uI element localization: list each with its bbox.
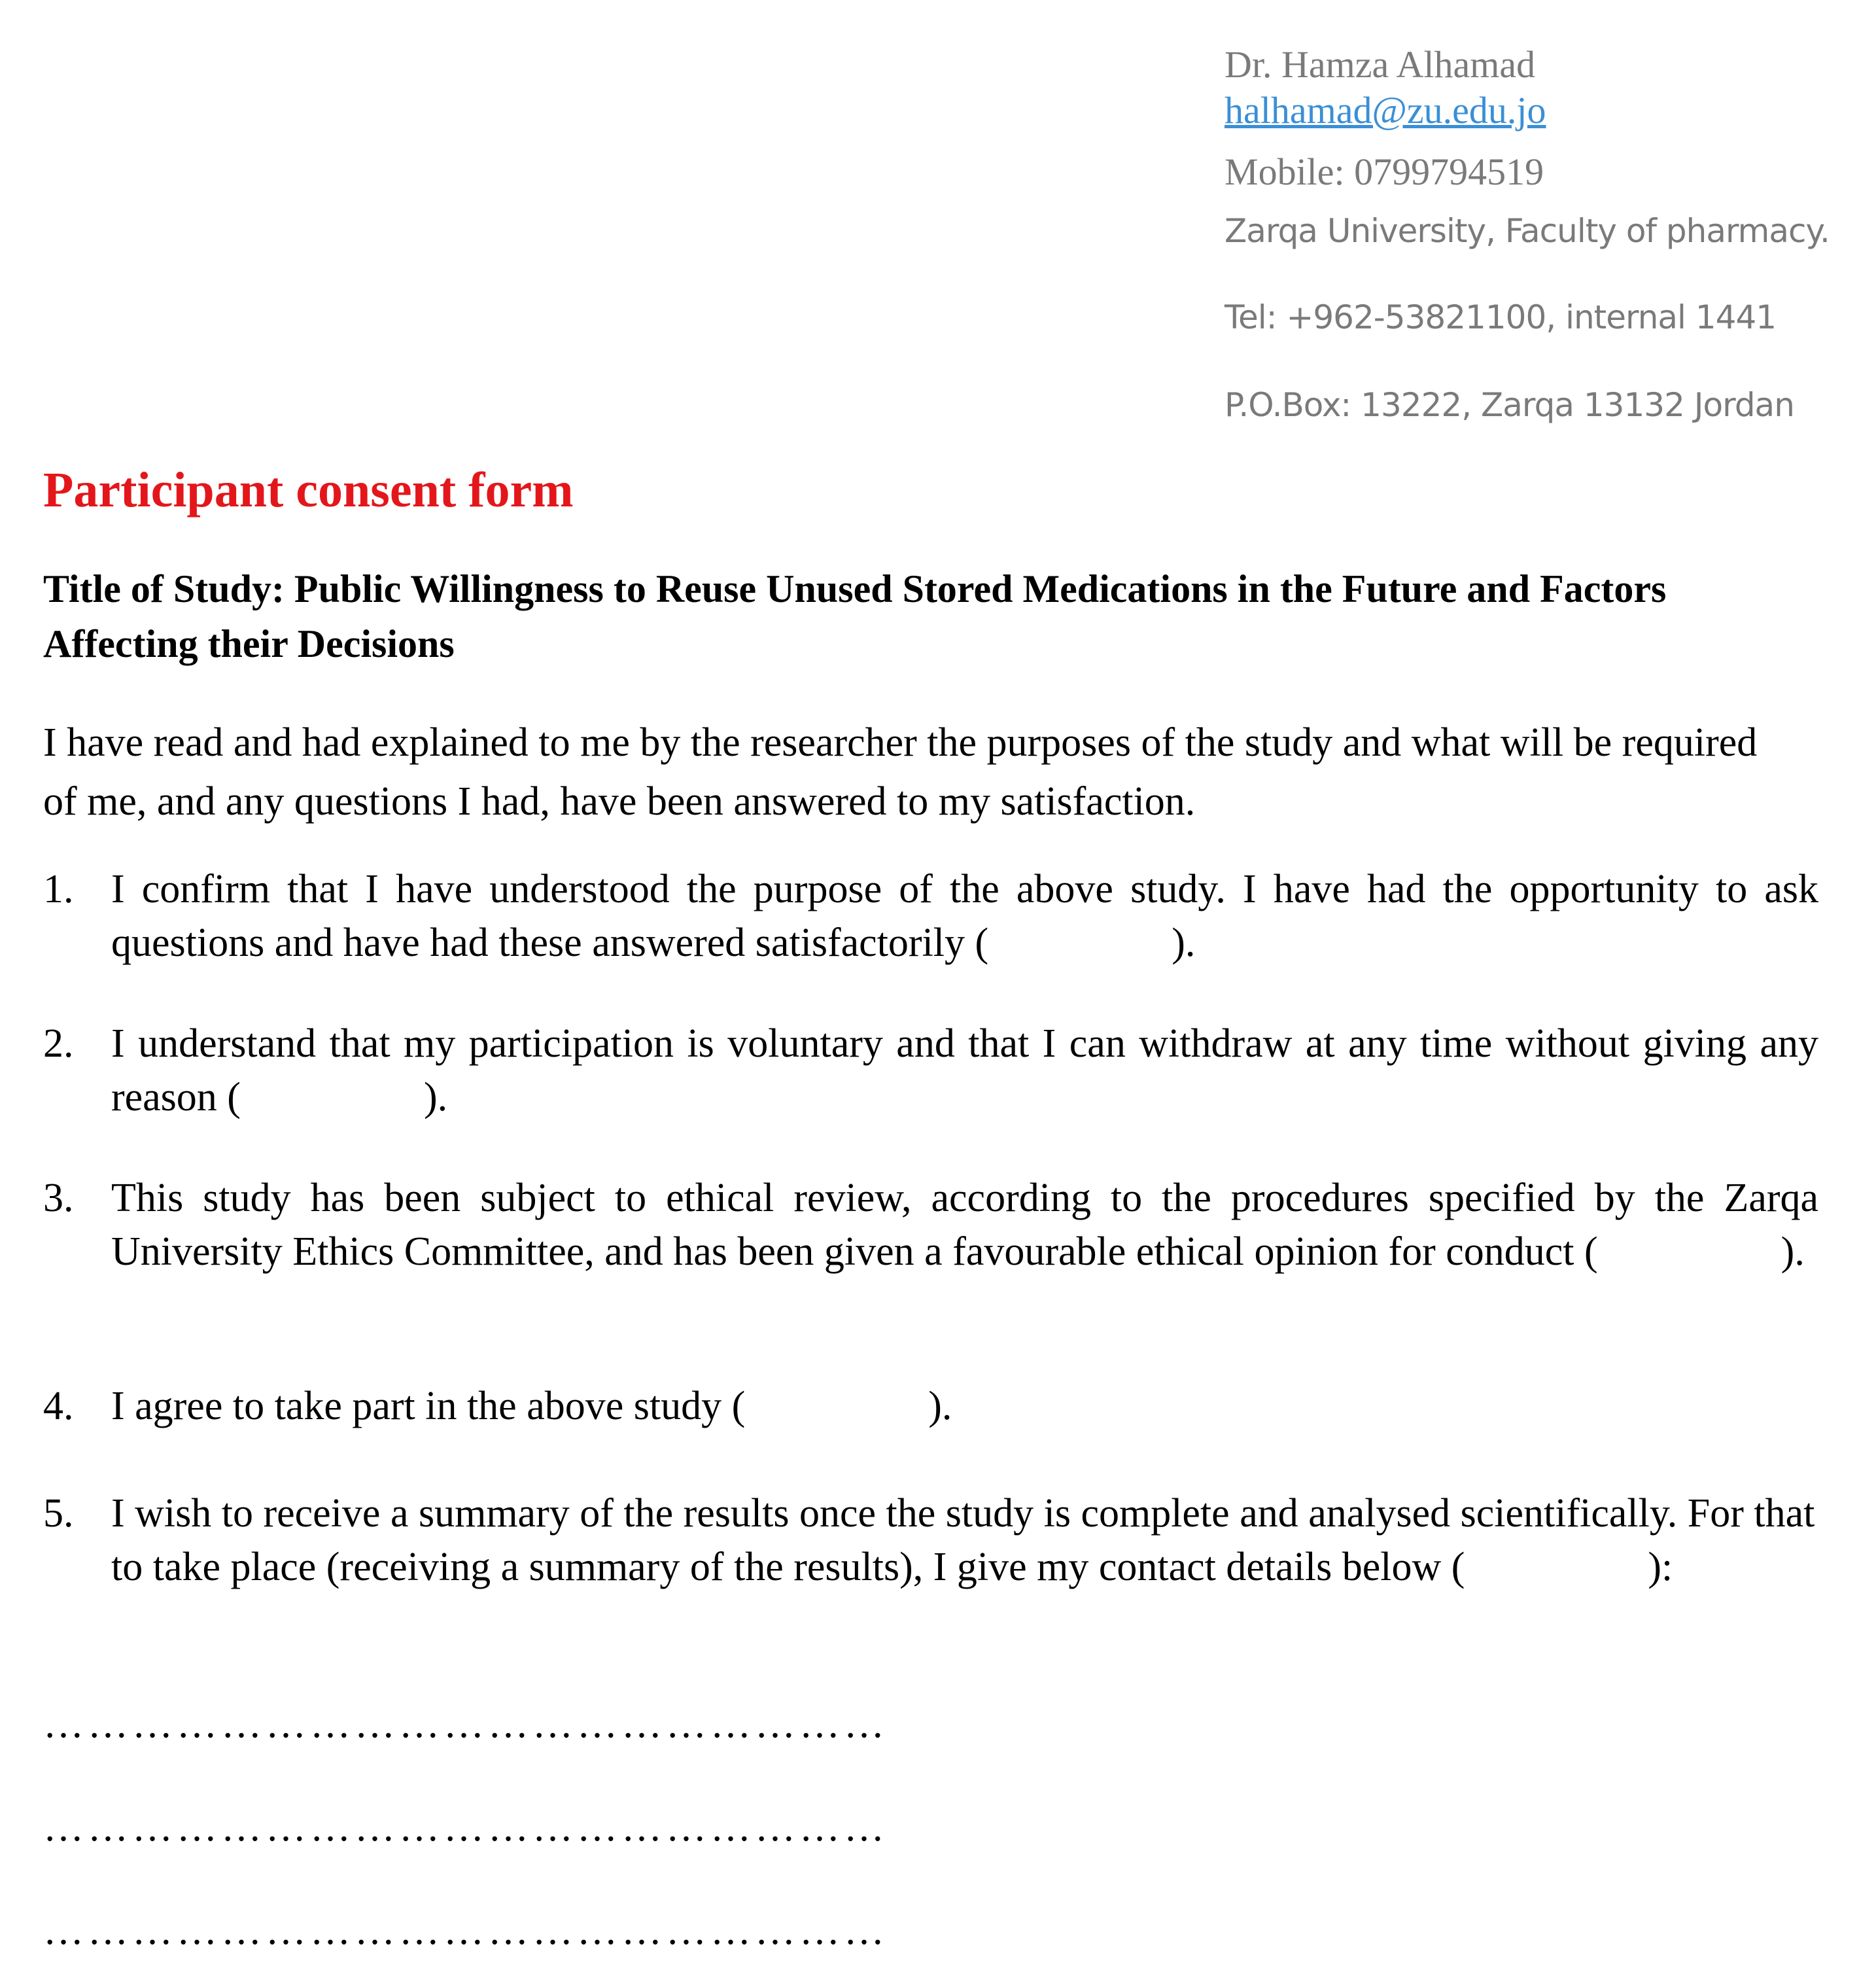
researcher-institution: Zarqa University, Faculty of pharmacy.	[1225, 212, 1830, 250]
researcher-email-link[interactable]: halhamad@zu.edu.jo	[1225, 89, 1546, 132]
item-number: 1.	[43, 867, 74, 911]
intro-paragraph: I have read and had explained to me by the researcher the purposes of the study and what will be required of me, and any questions I had, have been answered to my satisfaction.	[43, 720, 1758, 824]
researcher-telephone: Tel: +962-53821100, internal 1441	[1225, 298, 1777, 336]
item-text: This study has been subject to ethical review, according to the procedures specified by the Zarqa University Ethics Committee, and has been given a favourable ethical opinion for conduct ( ).	[111, 1176, 1818, 1274]
researcher-mobile: Mobile: 0799794519	[1225, 150, 1544, 193]
item-number: 2.	[43, 1021, 74, 1066]
contact-details-line-3[interactable]: …………………………………………………	[43, 1909, 888, 1953]
item-text: I wish to receive a summary of the results once the study is complete and analysed scientifically. For that to take place (receiving a summary of the results), I give my contact details below ( ):	[111, 1491, 1815, 1589]
study-title: Title of Study: Public Willingness to Reuse Unused Stored Medications in the Future and Factors Affecting their Decisions	[43, 567, 1667, 665]
contact-details-line-2[interactable]: …………………………………………………	[43, 1805, 888, 1850]
item-text: I understand that my participation is voluntary and that I can withdraw at any time without giving any reason ( ).	[111, 1021, 1818, 1119]
item-number: 4.	[43, 1384, 74, 1428]
item-text: I agree to take part in the above study ( ).	[111, 1384, 952, 1428]
researcher-pobox: P.O.Box: 13222, Zarqa 13132 Jordan	[1225, 386, 1794, 424]
item-number: 3.	[43, 1176, 74, 1220]
item-text: I confirm that I have understood the purpose of the above study. I have had the opportunity to ask questions and have had these answered satisfactorily ( ).	[111, 867, 1818, 965]
item-number: 5.	[43, 1491, 74, 1536]
contact-details-line-1[interactable]: …………………………………………………	[43, 1702, 888, 1746]
researcher-name: Dr. Hamza Alhamad	[1225, 43, 1536, 86]
form-title: Participant consent form	[43, 463, 574, 518]
